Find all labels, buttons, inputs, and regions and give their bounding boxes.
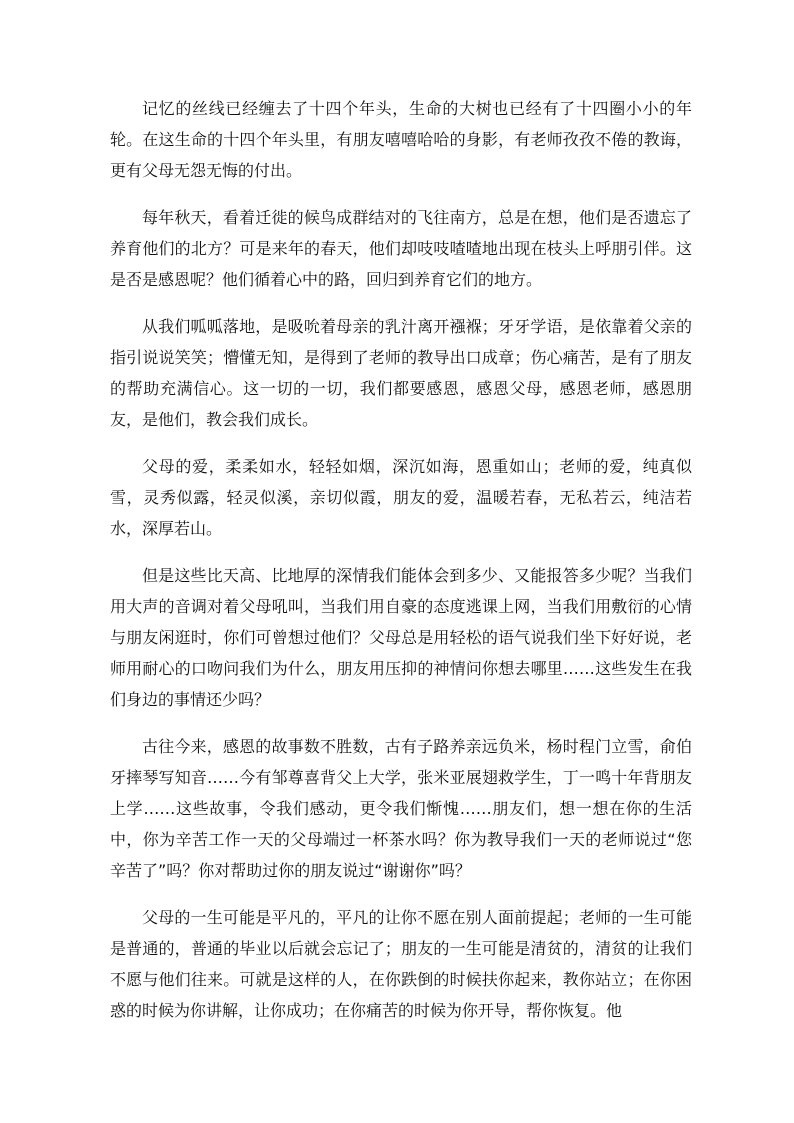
paragraph-7: 父母的一生可能是平凡的，平凡的让你不愿在别人面前提起；老师的一生可能是普通的，普通的毕业以后就会忘记了；朋友的一生可能是清贫的，清贫的让我们不愿与他们往来。可就是这样的人，在你跌倒的时候扶你起来，教你站立；在你困惑的时候为你讲解，让你成功；在你痛苦的时候为你开导，帮你恢复。他: [110, 908, 692, 1020]
paragraph-2: 每年秋天，看着迁徙的候鸟成群结对的飞往南方，总是在想，他们是否遗忘了养育他们的北方？可是来年的春天，他们却吱吱喳喳地出现在枝头上呼朋引伴。这是否是感恩呢？他们循着心中的路，回归到养育它们的地方。: [110, 208, 692, 289]
paragraph-5: 但是这些比天高、比地厚的深情我们能体会到多少、又能报答多少呢？当我们用大声的音调对着父母吼叫，当我们用自豪的态度逃课上网，当我们用敷衍的心情与朋友闲逛时，你们可曾想过他们？父母总是用轻松的语气说我们坐下好好说，老师用耐心的口吻问我们为什么，朋友用压抑的神情问你想去哪里……这些发生在我们身边的事情还少吗？: [110, 566, 692, 709]
document-body: [110, 93, 692, 1026]
paragraph-3: 从我们呱呱落地，是吸吮着母亲的乳汁离开襁褓；牙牙学语，是依靠着父亲的指引说说笑笑；懵懂无知，是得到了老师的教导出口成章；伤心痛苦，是有了朋友的帮助充满信心。这一切的一切，我们都要感恩，感恩父母，感恩老师，感恩朋友，是他们，教会我们成长。: [110, 317, 692, 429]
paragraph-4: 父母的爱，柔柔如水，轻轻如烟，深沉如海，恩重如山；老师的爱，纯真似雪，灵秀似露，轻灵似溪，亲切似霞，朋友的爱，温暖若春，无私若云，纯洁若水，深厚若山。: [110, 457, 692, 538]
paragraph-6: 古往今来，感恩的故事数不胜数，古有子路养亲远负米，杨时程门立雪，俞伯牙摔琴写知音……今有邹尊喜背父上大学，张米亚展翅救学生，丁一鸣十年背朋友上学……这些故事，令我们感动，更令我们惭愧……朋友们，想一想在你的生活中，你为辛苦工作一天的父母端过一杯茶水吗？你为教导我们一天的老师说过“您辛苦了”吗？你对帮助过你的朋友说过“谢谢你”吗？: [110, 737, 692, 880]
paragraph-1: 记忆的丝线已经缠去了十四个年头，生命的大树也已经有了十四圈小小的年轮。在这生命的十四个年头里，有朋友嘻嘻哈哈的身影，有老师孜孜不倦的教诲，更有父母无怨无悔的付出。: [110, 99, 692, 180]
